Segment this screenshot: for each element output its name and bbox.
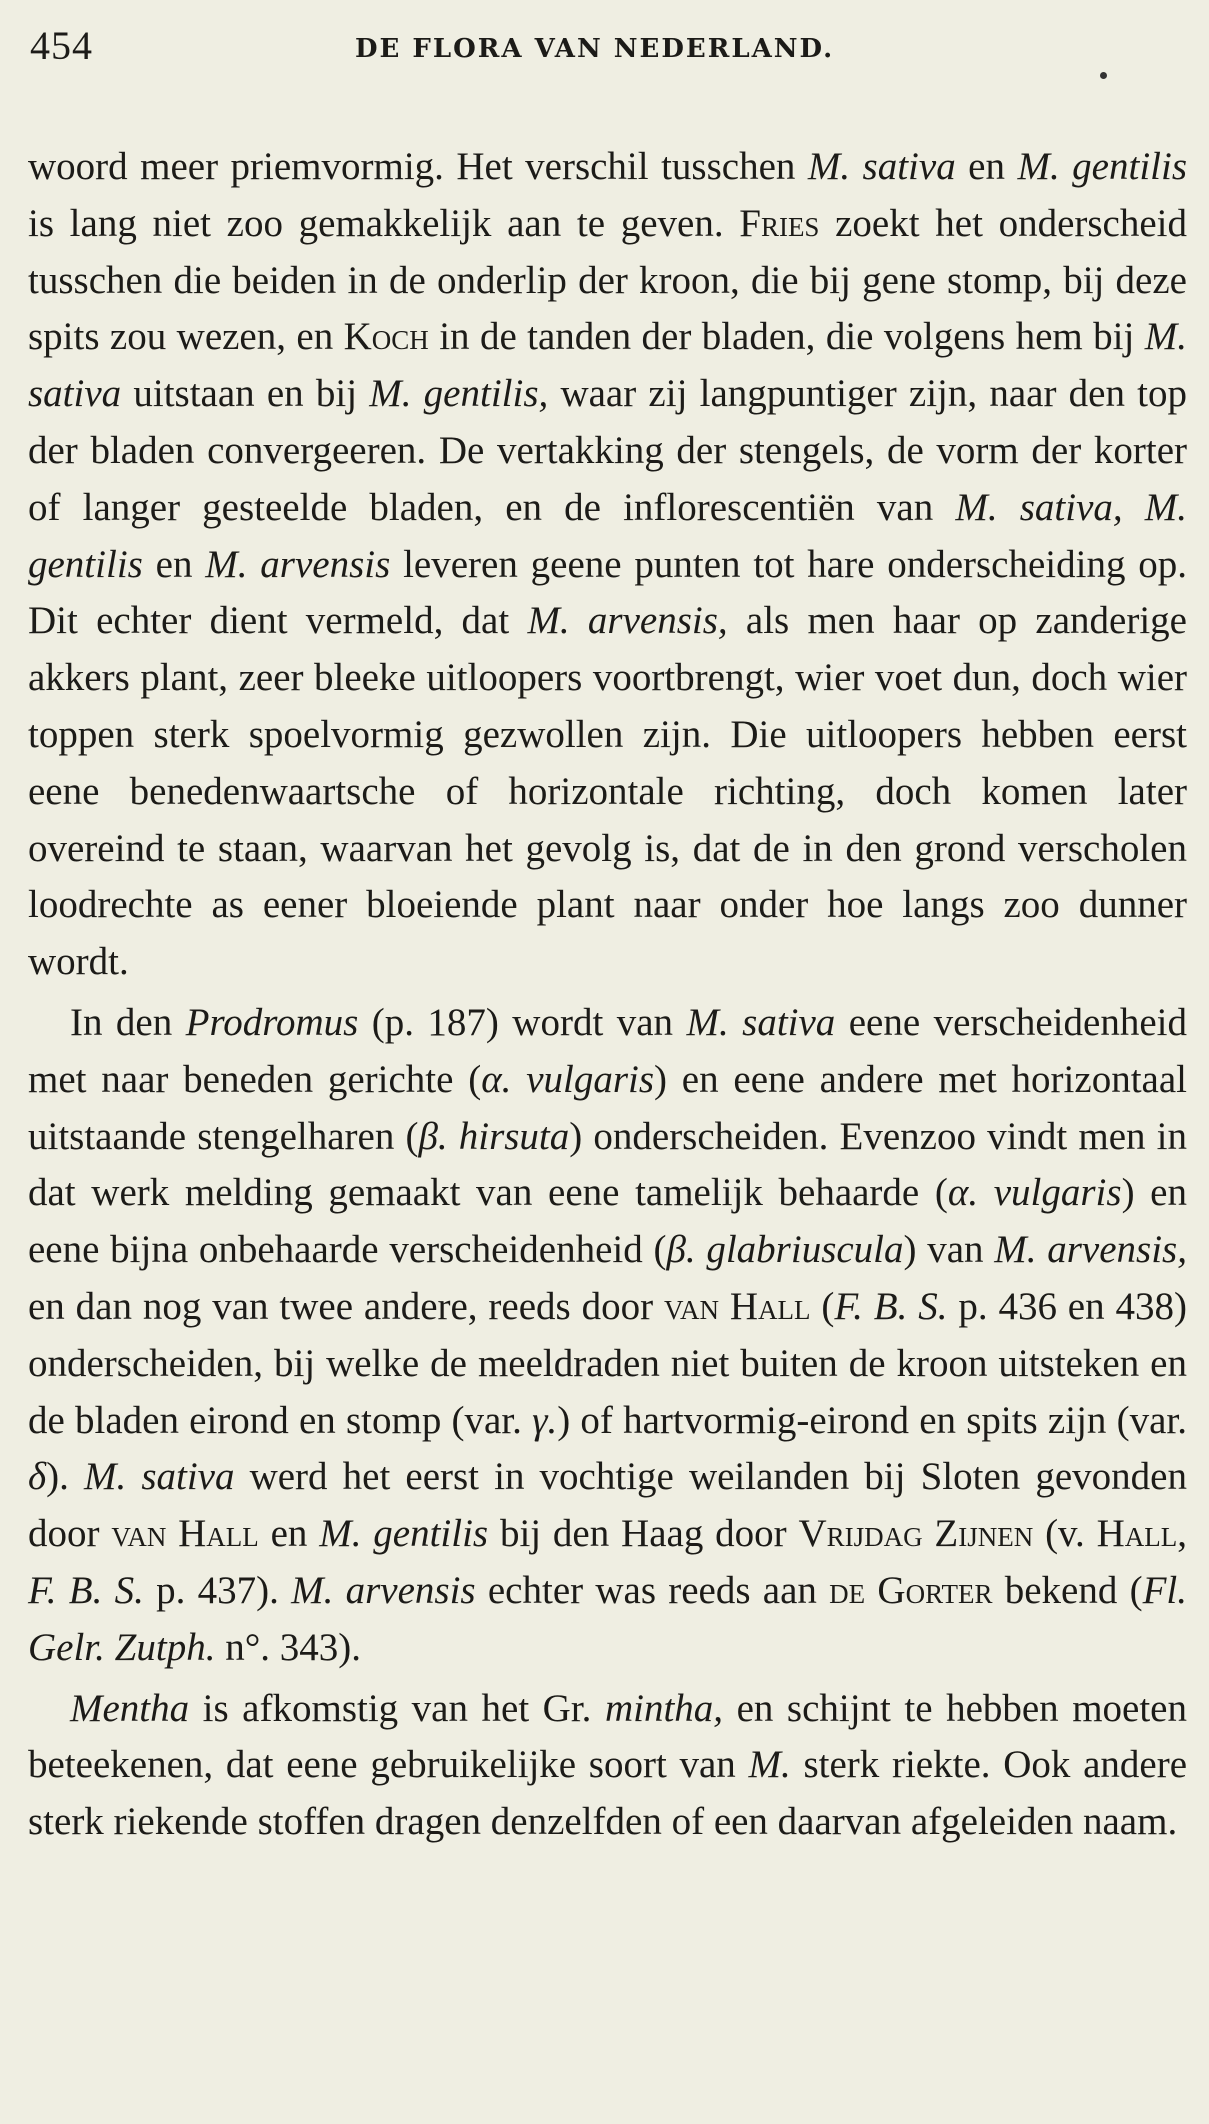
text-run: bij den Haag door (488, 1512, 799, 1556)
italic-text: mintha, (604, 1686, 724, 1730)
italic-text: γ. (532, 1398, 558, 1442)
text-run: echter was reeds aan (475, 1568, 830, 1612)
italic-text: M. gentilis (28, 485, 1188, 586)
small-caps-name: de Gorter (829, 1568, 993, 1612)
italic-text: Prodromus (185, 1000, 359, 1044)
text-run: is afkomstig van het Gr. (189, 1686, 605, 1730)
text-run: eene verscheidenheid met naar beneden gerichte ( (28, 1000, 1187, 1101)
small-caps-name: Koch (343, 315, 429, 359)
text-run: werd het eerst in vochtige weilanden bij Sloten gevonden door (28, 1455, 1187, 1556)
italic-text: M. arvensis (291, 1568, 476, 1612)
text-run: zoekt het onderscheid tusschen die beiden in de onderlip der kroon, die bij gene stomp, bij deze spits zou wezen, en (28, 201, 1188, 359)
italic-text: δ (28, 1455, 47, 1499)
text-run: ) en eene bijna onbehaarde verscheidenheid ( (28, 1171, 1187, 1272)
text-run: (v. (1033, 1512, 1097, 1556)
italic-text: F. B. S. (834, 1284, 948, 1328)
page-number: 454 (30, 23, 93, 68)
text-run: n°. 343). (215, 1625, 362, 1669)
italic-text: M. sativa (686, 1000, 836, 1044)
text-run: sterk riekte. Ook andere sterk riekende stoffen dragen denzelfden of een daarvan afgeleiden naam. (28, 1743, 1188, 1844)
paragraph (28, 1681, 1187, 1851)
italic-text: M. (748, 1743, 791, 1787)
text-run: leveren geene punten tot hare onderscheiding op. Dit echter dient vermeld, dat (28, 542, 1188, 643)
small-caps-name: Vrijdag Zijnen (798, 1512, 1034, 1556)
italic-text: M. sativa (28, 315, 1187, 416)
text-run: en (955, 145, 1018, 188)
italic-text: α. vulgaris (947, 1171, 1122, 1215)
small-caps-name: van Hall (663, 1284, 811, 1328)
italic-text: M. arvensis (205, 542, 391, 586)
italic-text: M. gentilis (1017, 145, 1188, 188)
text-run: uitstaan en bij (121, 372, 370, 416)
text-run: bekend ( (992, 1568, 1143, 1612)
text-run: ) of hartvormig-eirond en spits zijn (var. (557, 1398, 1187, 1442)
running-head: DE FLORA VAN NEDERLAND. (355, 34, 835, 64)
italic-text: M. arvensis, (527, 599, 728, 643)
text-run: en (142, 542, 206, 586)
text-run: ( (810, 1284, 835, 1328)
print-speck (1100, 72, 1107, 79)
text-run: woord meer priemvormig. Het verschil tusschen (28, 145, 808, 188)
text-run (1123, 486, 1145, 529)
small-caps-name: Hall, (1096, 1512, 1187, 1556)
italic-text: M. sativa (83, 1455, 235, 1499)
italic-text: M. sativa (807, 145, 956, 188)
text-run: (p. 187) wordt van (358, 1000, 687, 1044)
text-run: ) van (903, 1228, 995, 1272)
italic-text: M. gentilis, (369, 372, 549, 416)
italic-text: M. sativa, (955, 485, 1123, 529)
text-run: en dan nog van twee andere, reeds door (28, 1284, 664, 1328)
paragraph (28, 139, 1187, 991)
italic-text: F. B. S. (28, 1568, 144, 1612)
small-caps-name: Fries (739, 201, 820, 245)
text-run: waar zij langpuntiger zijn, naar den top der bladen convergeeren. De vertakking der stengels, de vorm der korter of langer gesteelde bladen, en de inflorescentiën van (28, 372, 1187, 529)
italic-text: M. gentilis (319, 1512, 489, 1556)
text-run: in de tanden der bladen, die volgens hem bij (428, 315, 1145, 359)
body-text (28, 139, 1187, 1851)
small-caps-name: van Hall (111, 1512, 259, 1556)
text-run: p. 436 en 438) onderscheiden, bij welke de meeldraden niet buiten de kroon uitsteken en de bladen eirond en stomp (var. (28, 1284, 1187, 1442)
text-run: ). (46, 1455, 84, 1499)
text-run: en schijnt te hebben moeten beteekenen, dat eene gebruikelijke soort van (28, 1686, 1187, 1787)
italic-text: β. glabriuscula (666, 1228, 904, 1272)
text-run: als men haar op zanderige akkers plant, zeer bleeke uitloopers voortbrengt, wier voet dun, doch wier toppen sterk spoelvormig gezwollen zijn. Die uitloopers hebben eerst eene benedenwaartsche of horizontale richting, doch komen later overeind te staan, waarvan het gevolg is, dat de in den grond verscholen loodrechte as eener bloeiende plant naar onder hoe langs zoo dunner wordt. (28, 599, 1187, 984)
text-run: en (258, 1512, 320, 1556)
italic-text: Fl. Gelr. Zutph. (28, 1568, 1187, 1669)
italic-text: M. arvensis, (994, 1228, 1187, 1272)
paragraph (28, 995, 1187, 1677)
text-run: is lang niet zoo gemakkelijk aan te geven. (28, 201, 740, 245)
text-run: ) en eene andere met horizontaal uitstaande stengelharen ( (28, 1057, 1187, 1158)
italic-text: Mentha (70, 1686, 190, 1730)
text-run: ) onderscheiden. Evenzoo vindt men in dat werk melding gemaakt van eene tamelijk behaarde ( (28, 1114, 1187, 1215)
italic-text: β. hirsuta (418, 1114, 570, 1158)
italic-text: α. vulgaris (481, 1057, 655, 1101)
text-run: In den (70, 1000, 186, 1044)
text-run: p. 437). (143, 1568, 292, 1612)
